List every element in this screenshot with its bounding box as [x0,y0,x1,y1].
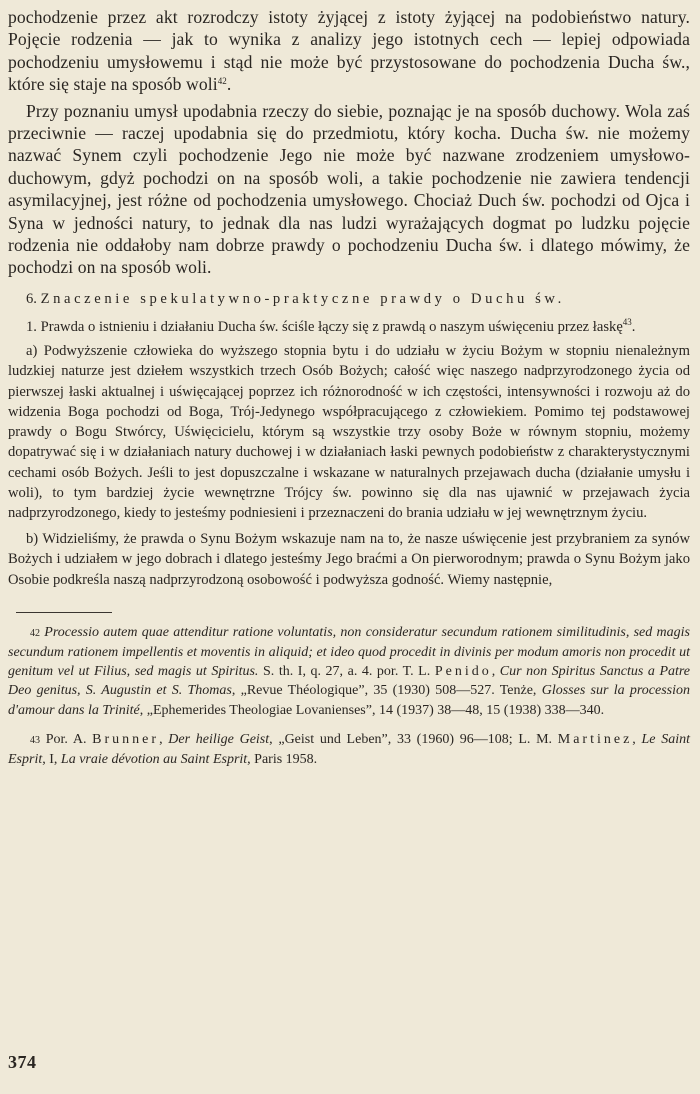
footnote-ref-42[interactable]: 42 [217,76,227,87]
footnote-42: 42 Processio autem quae attenditur ratione voluntatis, non consideratur secundum rationem similitudinis, sed magis secundum rationem impellentis et moventis in aliquid; et ideo quod procedit in divinis per modum amoris non procedit ut genitum vel ut Filius, sed magis ut Spiritus. S. th. I, q. 27, a. 4. por. T. L. Penido, Cur non Spiritus Sanctus a Patre Deo genitus, S. Augustin et S. Thomas, „Revue Théologique”, 35 (1930) 508—527. Tenże, Glosses sur la procession d'amour dans la Trinité, „Ephemerides Theologiae Lovanienses”, 14 (1937) 38—48, 15 (1938) 338—340. [8,624,691,718]
point-1: 1. Prawda o istnieniu i działaniu Ducha św. ściśle łączy się z prawdą o naszym uświęceniu przez łaskę$^{43}$. [26,317,636,336]
footnote-43: 43 Por. A. Brunner, Der heilige Geist, „Geist und Leben”, 33 (1960) 96—108; L. M. Martinez, Le Saint Esprit, I, La vraie dévotion au Saint Esprit, Paris 1958. [8,731,691,767]
point-a: a) Podwyższenie człowieka do wyższego stopnia bytu i do udziału w życiu Bożym w stopniu nienależnym ludzkiej naturze jest dziełem wszystkich trzech Osób Bożych; całość więc naszego nadprzyrodzonego życia od pierwszej łaski aktualnej i uświęcającej poprzez ich różnorodność w ich częstości, intensywności i rozwoju aż do widzenia Boga pochodzi od Boga, Trój-Jedynego współpracującego z człowiekiem. Pomimo tej podstawowej prawdy o Bogu Stwórcy, Uświęcicielu, którym są wszystkie trzy osoby Boże w równym stopniu, możemy dopatrywać się i w działaniach natury duchowej i w działaniach łaski pewnych podobieństw z charakterystycznymi cechami osób Bożych. Jeśli to jest dopuszczalne i wskazane w naturalnych przejawach ducha (działanie umysłu i woli), to tym bardziej życie wewnętrzne Trójcy św. powinno się dla nas ujawnić w przejawach życia nadprzyrodzonego, kiedy to jesteśmy podniesieni i przeznaczeni do brania udziału w jej wewnętrznym życiu. [8,343,690,521]
section-heading: 6. Znaczenie spekulatywno-praktyczne prawdy o Duchu św. [26,290,565,307]
footnote-divider [16,612,112,613]
footnote-ref-43[interactable]: 43 [622,317,632,328]
body-paragraph: Przy poznaniu umysł upodabnia rzeczy do siebie, poznając je na sposób duchowy. Wola zaś przeciwnie — raczej upodabnia się do przedmiotu, który kocha. Ducha św. nie możemy nazwać Synem czyli pochodzenie Jego nie może być nazwane zrodzeniem umysłowo-duchowym, gdyż pochodzi on na sposób woli, a takie pochodzenie nie zawiera tendencji asymilacyjnej, jest różne od pochodzenia umysłowego. Chociaż Duch św. pochodzi od Ojca i Syna w jedności natury, to jednak dla nas ludzi wyrażających dogmat po ludzku pojęcie rodzenia nie oddałoby nam dobrze prawdy o pochodzeniu Ducha św. i dlatego mówimy, że pochodzi on na sposób woli. [8,100,690,278]
body-paragraph-continued: pochodzenie przez akt rozrodczy istoty żyjącej z istoty żyjącej na podobieństwo natury. Pojęcie rodzenia — jak to wynika z analizy jego istotnych cech — lepiej odpowiada pochodzeniu umysłowemu i stąd nie może być przystosowane do pochodzenia Ducha św., które się staje na sposób woli$^{42}$. [8,7,690,95]
page-number: 374 [8,1052,37,1072]
point-b: b) Widzieliśmy, że prawda o Synu Bożym wskazuje nam na to, że nasze uświęcenie jest przybraniem za synów Bożych i udziałem w jego dobrach i dlatego jesteśmy Jego braćmi a On pierworodnym; prawda o Synu Bożym jako Osobie podkreśla naszą nadprzyrodzoną osobowość i podwyższa godność. Wiemy następnie, [8,531,690,588]
